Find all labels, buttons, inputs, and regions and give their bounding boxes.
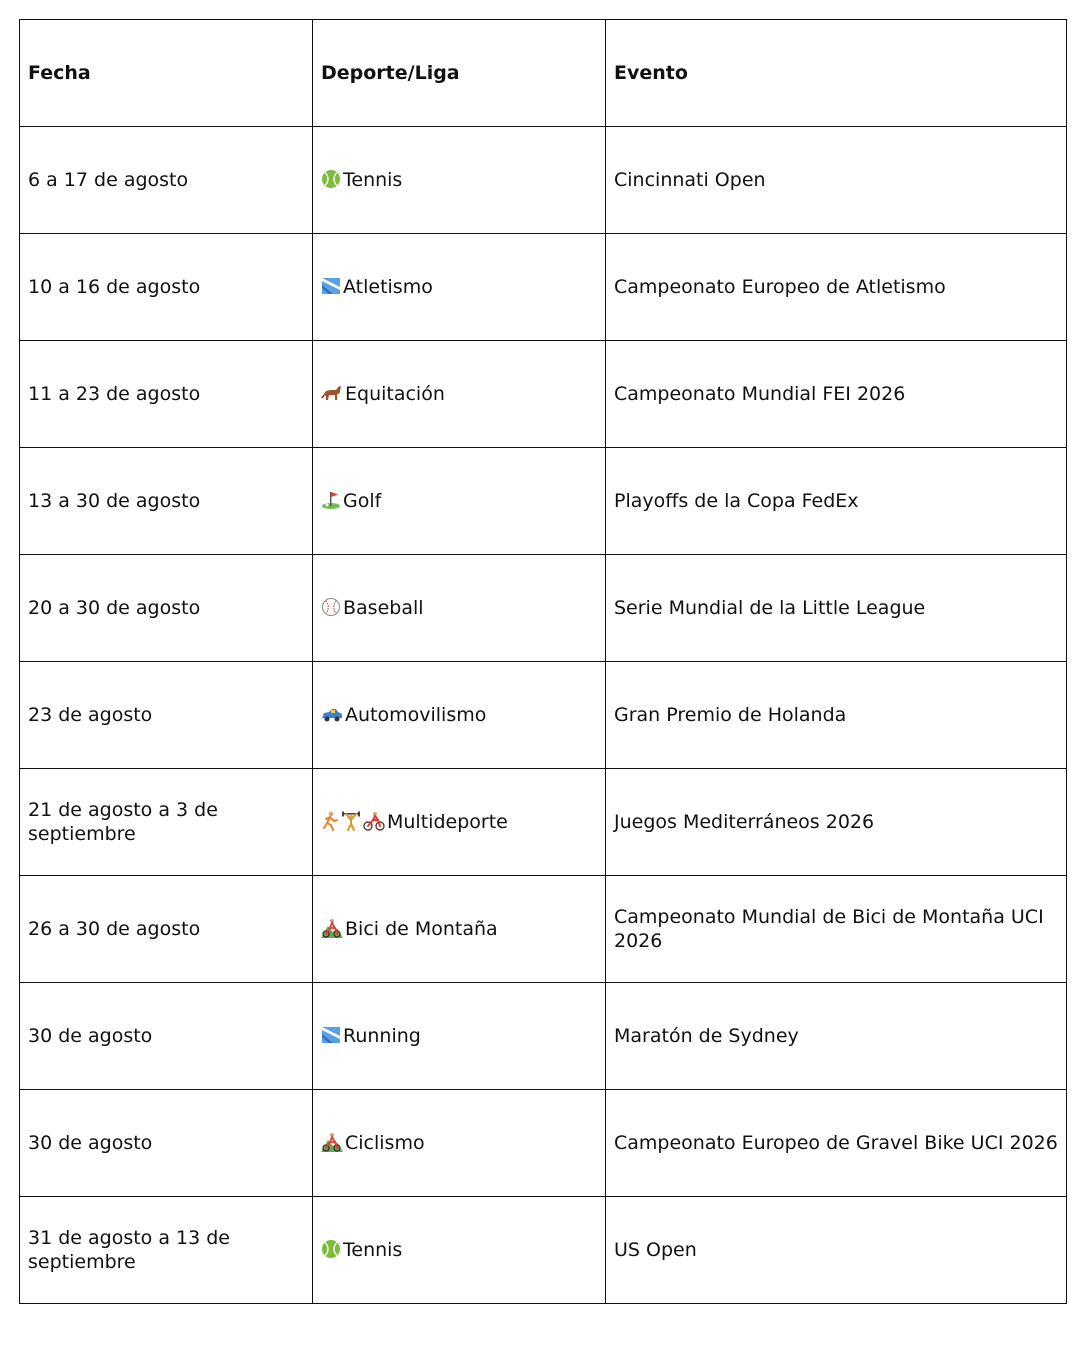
table-row bbox=[20, 127, 1067, 234]
baseball-icon bbox=[321, 596, 342, 620]
header-date: Fecha bbox=[20, 20, 313, 127]
table-row bbox=[20, 983, 1067, 1090]
event-cell: Juegos Mediterráneos 2026 bbox=[606, 769, 1067, 876]
date-cell: 10 a 16 de agosto bbox=[20, 234, 313, 341]
event-cell: US Open bbox=[606, 1197, 1067, 1304]
sport-label: Automovilismo bbox=[345, 704, 487, 726]
table-row bbox=[20, 1197, 1067, 1304]
sport-cell bbox=[313, 876, 606, 983]
sport-label: Tennis bbox=[343, 1239, 403, 1261]
date-cell: 30 de agosto bbox=[20, 983, 313, 1090]
sport-label: Ciclismo bbox=[345, 1132, 425, 1154]
weightlifter-icon bbox=[341, 810, 362, 834]
date-cell: 11 a 23 de agosto bbox=[20, 341, 313, 448]
sport-label: Running bbox=[343, 1025, 421, 1047]
sport-cell bbox=[313, 234, 606, 341]
finish-line-icon bbox=[321, 275, 342, 299]
event-cell: Playoffs de la Copa FedEx bbox=[606, 448, 1067, 555]
sport-cell bbox=[313, 127, 606, 234]
tennis-ball-icon bbox=[321, 168, 342, 192]
event-cell: Cincinnati Open bbox=[606, 127, 1067, 234]
event-cell: Campeonato Europeo de Gravel Bike UCI 2026 bbox=[606, 1090, 1067, 1197]
sport-cell bbox=[313, 1197, 606, 1304]
tennis-ball-icon bbox=[321, 1238, 342, 1262]
event-cell: Maratón de Sydney bbox=[606, 983, 1067, 1090]
table-row bbox=[20, 234, 1067, 341]
mountain-biker-icon bbox=[321, 1131, 344, 1155]
event-cell: Campeonato Mundial de Bici de Montaña UCI 2026 bbox=[606, 876, 1067, 983]
sport-label: Multideporte bbox=[387, 811, 508, 833]
date-cell: 21 de agosto a 3 de septiembre bbox=[20, 769, 313, 876]
header-row bbox=[20, 20, 1067, 127]
date-cell: 13 a 30 de agosto bbox=[20, 448, 313, 555]
event-cell: Campeonato Mundial FEI 2026 bbox=[606, 341, 1067, 448]
date-cell: 31 de agosto a 13 de septiembre bbox=[20, 1197, 313, 1304]
event-cell: Serie Mundial de la Little League bbox=[606, 555, 1067, 662]
date-cell: 20 a 30 de agosto bbox=[20, 555, 313, 662]
schedule-table bbox=[19, 19, 1067, 1304]
date-cell: 30 de agosto bbox=[20, 1090, 313, 1197]
sport-label: Tennis bbox=[343, 169, 403, 191]
sport-cell bbox=[313, 341, 606, 448]
golf-flag-icon bbox=[321, 489, 342, 513]
sport-label: Equitación bbox=[345, 383, 445, 405]
event-cell: Gran Premio de Holanda bbox=[606, 662, 1067, 769]
table-row bbox=[20, 876, 1067, 983]
header-event: Evento bbox=[606, 20, 1067, 127]
sport-cell bbox=[313, 662, 606, 769]
date-cell: 23 de agosto bbox=[20, 662, 313, 769]
event-cell: Campeonato Europeo de Atletismo bbox=[606, 234, 1067, 341]
sport-label: Golf bbox=[343, 490, 382, 512]
date-cell: 26 a 30 de agosto bbox=[20, 876, 313, 983]
sport-cell bbox=[313, 769, 606, 876]
sport-label: Atletismo bbox=[343, 276, 433, 298]
table-row bbox=[20, 555, 1067, 662]
header-sport: Deporte/Liga bbox=[313, 20, 606, 127]
table-row bbox=[20, 769, 1067, 876]
sport-cell bbox=[313, 1090, 606, 1197]
table-row bbox=[20, 662, 1067, 769]
table-row bbox=[20, 341, 1067, 448]
table-row bbox=[20, 1090, 1067, 1197]
horse-icon bbox=[321, 382, 344, 406]
sport-cell bbox=[313, 448, 606, 555]
finish-line-icon bbox=[321, 1024, 342, 1048]
date-cell: 6 a 17 de agosto bbox=[20, 127, 313, 234]
sport-label: Baseball bbox=[343, 597, 424, 619]
table-row bbox=[20, 448, 1067, 555]
sport-cell bbox=[313, 555, 606, 662]
sport-label: Bici de Montaña bbox=[345, 918, 498, 940]
cyclist-icon bbox=[363, 810, 386, 834]
mountain-biker-icon bbox=[321, 917, 344, 941]
race-car-icon bbox=[321, 703, 344, 727]
sport-cell bbox=[313, 983, 606, 1090]
runner-icon bbox=[321, 810, 340, 834]
